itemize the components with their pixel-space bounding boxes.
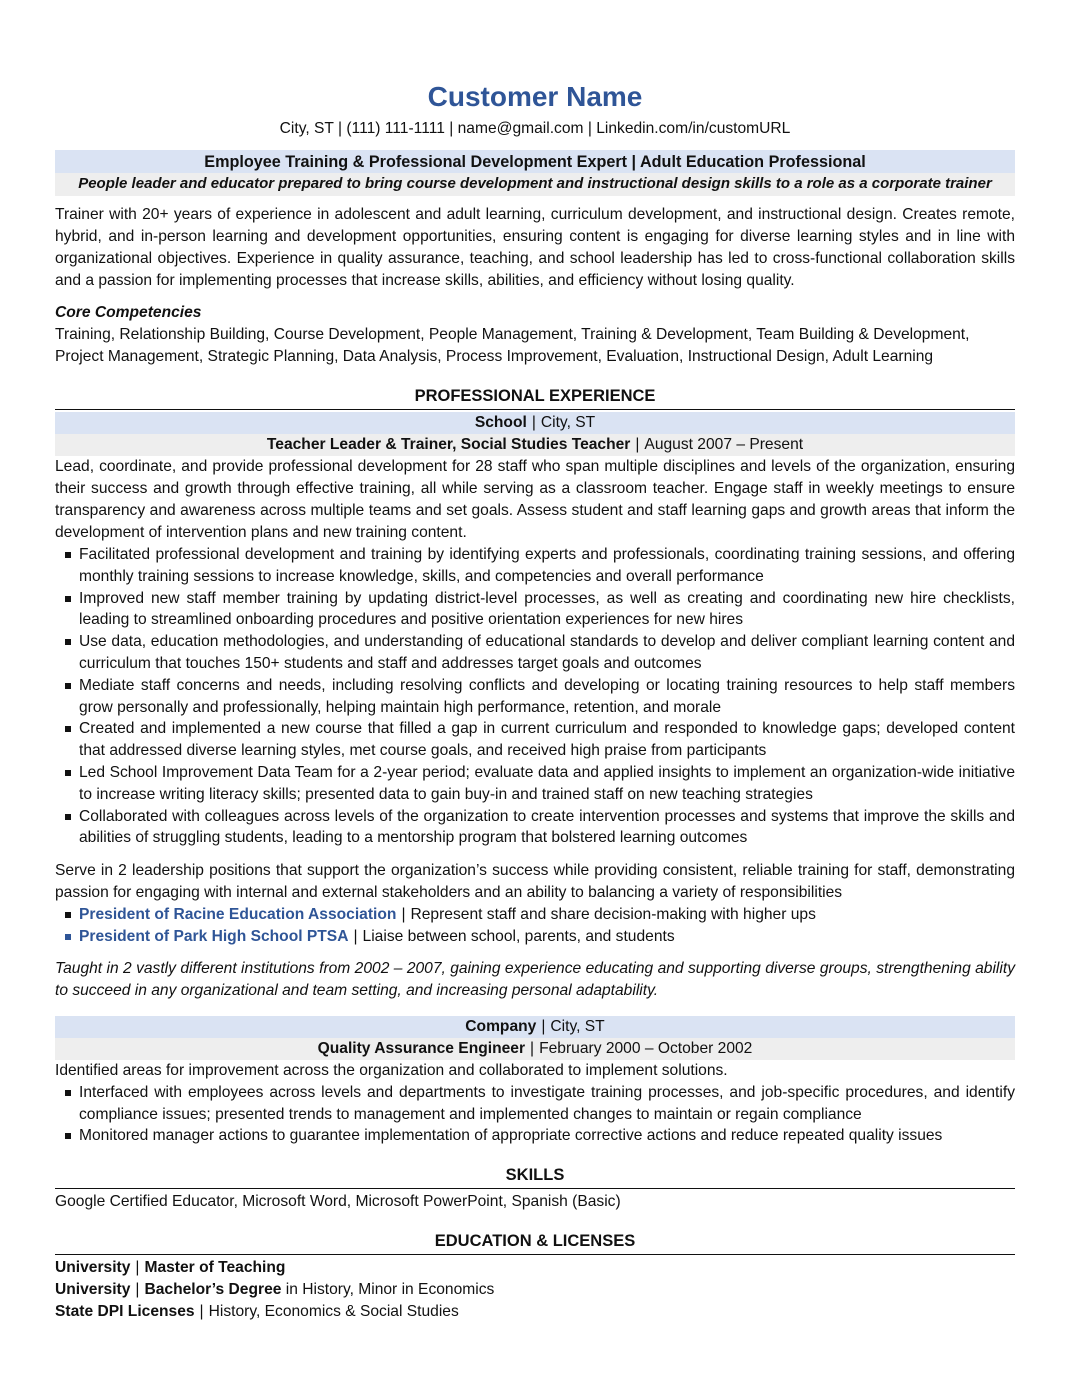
leadership-title: President of Racine Education Association [79,906,397,924]
experience-section-title: PROFESSIONAL EXPERIENCE [55,384,1015,410]
job2-bullets [55,1082,1015,1147]
job1-role-row [55,434,1015,456]
list-item: Led School Improvement Data Team for a 2-year period; evaluate data and applied insights to implement an organization-wide initiative to increase writing literacy skills; presented data to gain buy-in and trained staff on new teaching strategies [55,762,1015,806]
separator: | [531,414,536,431]
bullet-icon [65,639,71,645]
list-item: Improved new staff member training by updating district-level processes, as well as creating and coordinating new hire checklists, leading to streamlined onboarding procedures and positive orientation experiences for new hires [55,588,1015,632]
headline-banner: Employee Training & Professional Development Expert | Adult Education Professional [55,150,1015,173]
job1-dates: August 2007 – Present [644,436,804,453]
education-item: University | Bachelor’s Degree in History, Minor in Economics [55,1281,495,1299]
skills-list: Google Certified Educator, Microsoft Word, Microsoft PowerPoint, Spanish (Basic) [55,1193,621,1211]
list-item: President of Racine Education Association | Represent staff and share decision-making with higher ups [55,904,1015,926]
leadership-intro: Serve in 2 leadership positions that support the organization’s success while providing consistent, reliable training for staff, demonstrating passion for engaging with internal and external stakeholders and an ability to balancing a variety of responsibilities [55,862,1015,902]
list-item: Use data, education methodologies, and understanding of educational standards to develop and deliver compliant learning content and curriculum that touches 150+ students and staff and addresses target goals and outcomes [55,631,1015,675]
job2-dates: February 2000 – October 2002 [539,1039,753,1057]
bullet-icon [65,1133,71,1139]
list-item: Facilitated professional development and training by identifying experts and professionals, coordinating training sessions, and offering monthly training sessions to increase knowledge, skills, and competencies and overall performance [55,544,1015,588]
job2-location: City, ST [550,1017,605,1035]
job1-intro: Lead, coordinate, and provide professional development for 28 staff who span multiple disciplines and levels of the organization, ensuring their success and growth through effective training, all while serving as a classroom teacher. Engage staff in weekly meetings to ensure transparency and awareness across multiple teams and set goals. Assess student and staff learning gaps and growth areas that inform the development of intervention plans and new training content. [55,458,1015,541]
list-item: Mediate staff concerns and needs, including resolving conflicts and developing or locating training resources to help staff members grow personally and professionally, helping maintain high performance, retention, and morale [55,675,1015,719]
separator: | [135,1259,140,1277]
list-item: Collaborated with colleagues across levels of the organization to create intervention processes and systems that improve the skills and abilities of struggling students, leading to a mentorship program that bolstered learning outcomes [55,806,1015,850]
bullet-icon [65,726,71,732]
contact-line: City, ST | (111) 111-1111 | name@gmail.com | Linkedin.com/in/customURL [279,120,791,137]
job2-org-row [55,1016,1015,1038]
bullet-icon [65,770,71,776]
job2-role-row [55,1038,1015,1060]
skills-section-title: SKILLS [55,1163,1015,1189]
bullet-icon [65,596,71,602]
bullet-icon [65,1090,71,1096]
bullet-icon [65,814,71,820]
list-item: Monitored manager actions to guarantee implementation of appropriate corrective actions and reduce repeated quality issues [55,1125,1015,1147]
bullet-icon [65,912,71,918]
job1-location: City, ST [540,414,596,431]
list-item: President of Park High School PTSA | Liaise between school, parents, and students [55,926,1015,948]
list-item: Interfaced with employees across levels and departments to investigate training processes, and job-specific procedures, and identify compliance issues; presented trends to management and implemented changes to maintain or regain compliance [55,1082,1015,1126]
separator: | [635,436,640,453]
taught-paragraph: Taught in 2 vastly different institutions from 2002 – 2007, gaining experience educating and supporting diverse groups, strengthening ability to succeed in any organizational and team setting, and increasing personal adaptability. [55,959,1015,999]
education-item: State DPI Licenses | History, Economics & Social Studies [55,1303,459,1321]
leadership-list [55,904,1015,948]
core-competencies-list: Training, Relationship Building, Course Development, People Management, Training & Development, Team Building & Development, Project Management, Strategic Planning, Data Analysis, Process Improvement, Evaluation, Instructional Design, Adult Learning [55,326,970,365]
education-item: University | Master of Teaching [55,1259,286,1277]
job1-role: Teacher Leader & Trainer, Social Studies Teacher [266,436,631,453]
separator: | [530,1039,535,1057]
job2-intro: Identified areas for improvement across the organization and collaborated to implement solutions. [55,1061,728,1079]
bullet-icon [65,934,71,940]
separator: | [353,927,358,945]
job1-org-row [55,412,1015,434]
summary-paragraph: Trainer with 20+ years of experience in adolescent and adult learning, curriculum development, and instructional design. Creates remote, hybrid, and in-person learning and development opportunities, ensuring content is engaging for diverse learning styles and in line with organizational objectives. Experience in quality assurance, teaching, and school leadership has led to cross-functional collaboration skills and a passion for implementing processes that increase skills, abilities, and efficiency without losing quality. [55,206,1015,289]
education-section-title: EDUCATION & LICENSES [55,1229,1015,1255]
job1-org: School [474,414,527,431]
subheadline-banner: People leader and educator prepared to bring course development and instructional design skills to a role as a corporate trainer [55,173,1015,196]
core-competencies-title: Core Competencies [55,304,202,321]
separator: | [541,1017,546,1035]
candidate-name: Customer Name [427,81,643,112]
education-list [55,1257,1015,1323]
bullet-icon [65,683,71,689]
job1-bullets [55,544,1015,849]
bullet-icon [65,552,71,558]
list-item: Created and implemented a new course that filled a gap in current curriculum and responded to knowledge gaps; developed content that addressed diverse learning styles, met course goals, and received high praise from participants [55,718,1015,762]
leadership-title: President of Park High School PTSA [79,927,349,945]
job2-org: Company [465,1017,537,1035]
separator: | [401,906,406,924]
separator: | [199,1303,204,1321]
separator: | [135,1281,140,1299]
job2-role: Quality Assurance Engineer [317,1039,526,1057]
